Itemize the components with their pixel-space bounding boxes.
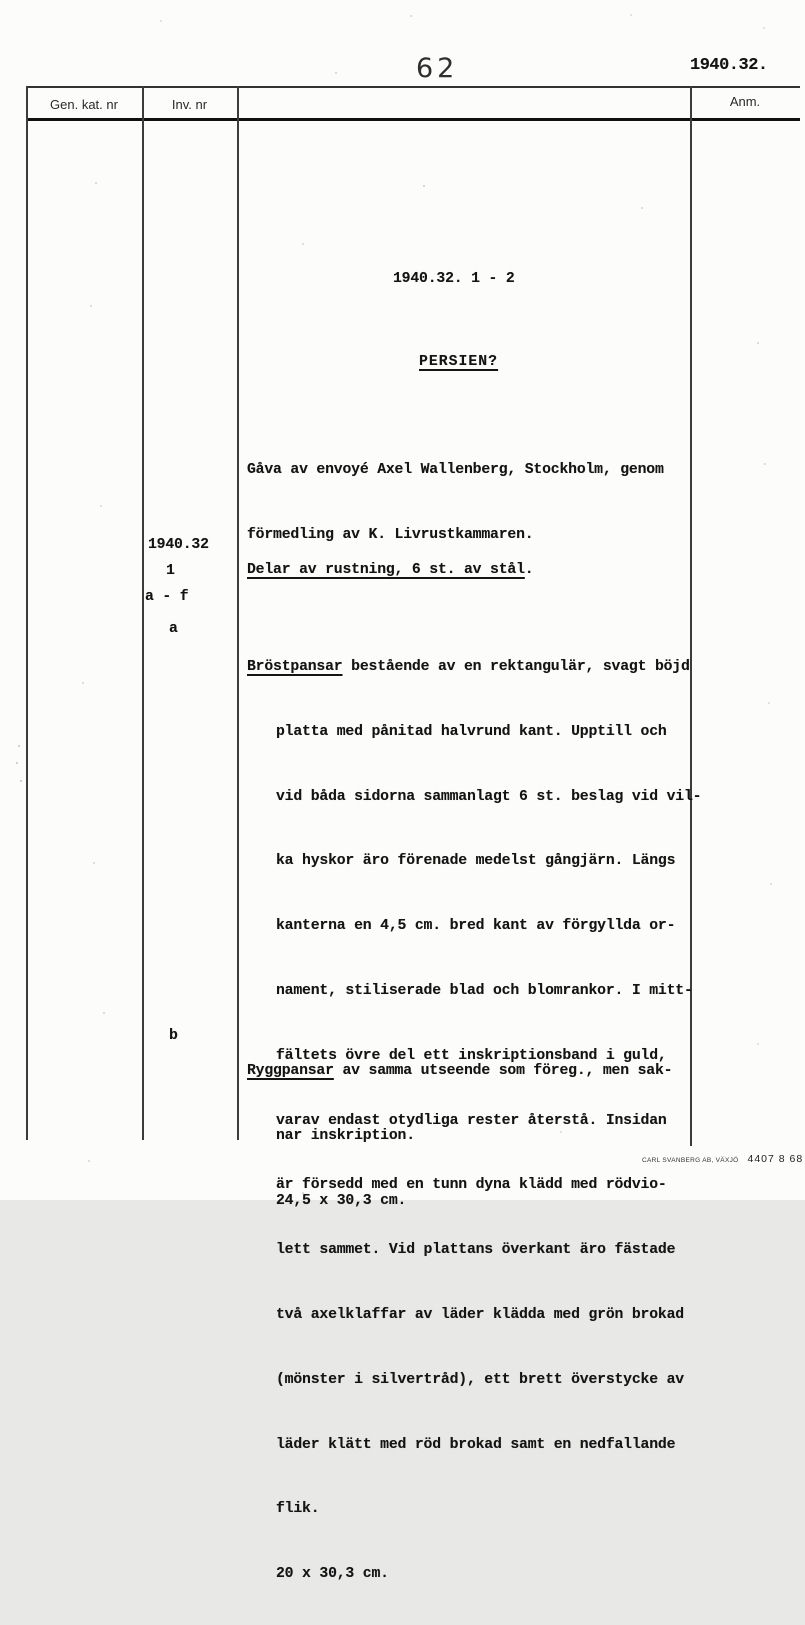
page-number: 62 [416,53,459,84]
item-a-dimensions: 20 x 30,3 cm. [276,1566,389,1583]
description-line: fältets övre del ett inskriptionsband i guld, [276,1047,667,1064]
entry-heading-title: PERSIEN? [419,354,499,370]
description-line: två axelklaffar av läder klädda med grön brokad [276,1306,684,1323]
description-line: nar inskription. [276,1127,415,1144]
item-title-period: . [524,562,534,578]
description-line: nament, stiliserade blad och blomrankor. I mitt- [276,982,693,999]
printer-footer [642,1153,803,1165]
table-border-left [26,86,28,1140]
description-line: varav endast otydliga rester återstå. Insidan [276,1112,667,1129]
description-line: läder klätt med röd brokad samt en nedfallande [276,1436,676,1453]
description-line: (mönster i silvertråd), ett brett överstycke av [276,1371,684,1388]
item-letter-a: a [169,621,178,637]
description-line: ka hyskor äro förenade medelst gångjärn. Längs [276,853,676,870]
inv-sub-range: a - f [145,589,189,605]
column-divider-inv-body [237,86,239,1140]
description-line [247,1057,672,1086]
item-letter-b: b [169,1028,178,1044]
item-b-dimensions: 24,5 x 30,3 cm. [276,1192,407,1209]
item-b-lead-word: Ryggpansar [247,1063,334,1079]
description-line [247,653,701,682]
description-text: av samma utseende som föreg., men sak- [333,1063,673,1079]
column-header-inv-nr: Inv. nr [171,97,208,112]
description-line: vid båda sidorna sammanlagt 6 st. beslag vid vil- [276,788,702,805]
column-divider-genkat-inv [142,86,144,1140]
inv-item-number: 1 [166,563,175,579]
printer-mark: CARL SVANBERG AB, VÄXJÖ [642,1157,739,1164]
catalog-year-ref: 1940.32. [690,56,768,75]
inv-group-number: 1940.32 [148,537,209,553]
column-header-anm: Anm. [729,94,761,109]
provenance-line: Gåva av envoyé Axel Wallenberg, Stockholm, genom [247,462,664,478]
item-b-description [247,1021,672,1251]
column-header-gen-kat-nr: Gen. kat. nr [50,97,118,112]
scan-noise [0,0,2,2]
entry-heading-number: 1940.32. 1 - 2 [393,271,515,287]
description-text: bestående av en rektangulär, svagt böjd [342,659,690,675]
description-line: flik. [276,1501,320,1518]
form-number: 4407 8 68 [747,1153,804,1165]
item-a-lead-word: Bröstpansar [247,659,343,675]
provenance-line: förmedling av K. Livrustkammaren. [247,526,534,543]
item-title [247,559,533,581]
item-title-text: Delar av rustning, 6 st. av stål [247,562,525,578]
description-line: lett sammet. Vid plattans överkant äro fästade [276,1242,676,1259]
description-line: är försedd med en tunn dyna klädd med rödvio- [276,1177,667,1194]
description-line: kanterna en 4,5 cm. bred kant av förgyllda or- [276,918,676,935]
description-line: platta med pånitad halvrund kant. Upptill och [276,723,667,740]
